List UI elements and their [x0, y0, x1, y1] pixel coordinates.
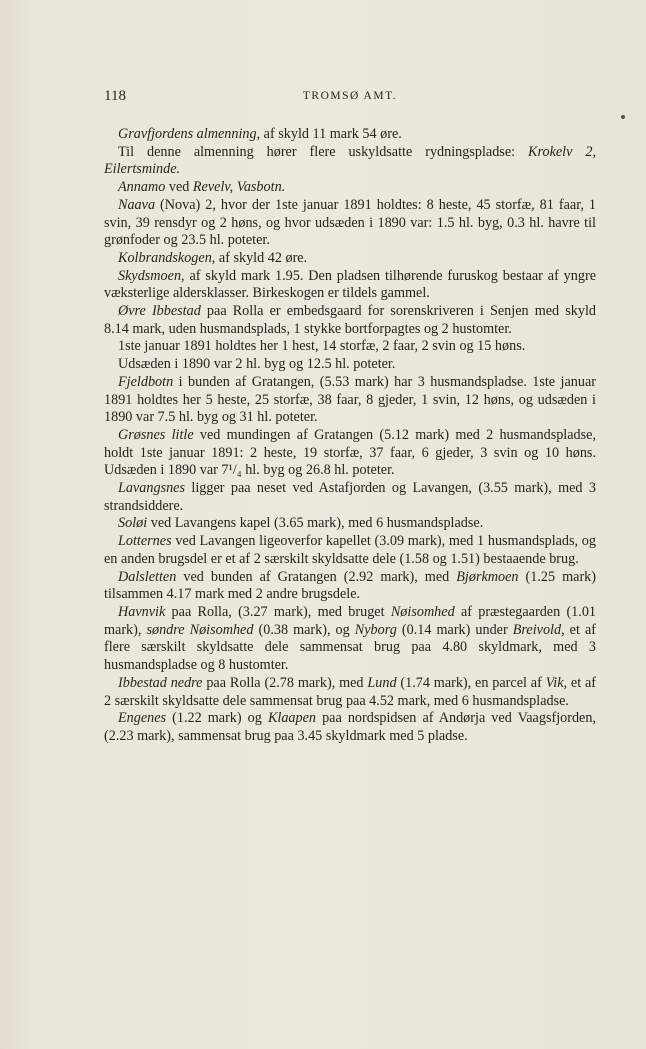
text-run: (0.14 mark) under	[396, 621, 513, 638]
italic-name: Fjeldbotn	[118, 373, 174, 390]
text-run: ved Lavangens kapel (3.65 mark), med 6 husmandspladse.	[147, 515, 484, 532]
italic-name: Bjørkmoen	[456, 568, 519, 585]
text-run: paa nordspidsen af Andørja ved Vaagsfjorden, (2.23 mark), sammensat brug paa 3.45 skyldmark med 5 pladse.	[104, 710, 596, 744]
italic-name: Revelv, Vasbotn.	[192, 179, 286, 196]
running-head: TROMSØ AMT.	[302, 90, 398, 102]
text-run: paa Rolla (2.78 mark), med	[202, 674, 368, 691]
italic-name: Annamo	[118, 179, 166, 196]
paragraph	[104, 144, 596, 179]
text-run: 1ste januar 1891 holdtes her 1 hest, 14 storfæ, 2 faar, 2 svin og 15 høns.	[118, 338, 526, 355]
text-run: Til denne almenning hører flere uskyldsatte rydningspladse:	[118, 143, 529, 160]
paper-spot	[621, 115, 625, 119]
paragraph	[104, 356, 596, 374]
text-run: ved bunden af Gratangen (2.92 mark), med	[176, 568, 457, 585]
paragraph	[104, 604, 596, 675]
italic-name: Soløi	[118, 515, 148, 532]
paragraph	[104, 338, 596, 356]
paragraph	[104, 569, 596, 604]
paragraph	[104, 427, 596, 480]
italic-name: Nyborg	[354, 621, 397, 638]
text-run: ved	[165, 179, 193, 196]
paragraph	[104, 533, 596, 568]
paragraph	[104, 710, 596, 745]
italic-name: Lund	[367, 674, 397, 691]
text-run: (0.38 mark), og	[253, 621, 355, 638]
italic-name: Øvre Ibbestad	[118, 303, 201, 320]
text-run: paa Rolla, (3.27 mark), med bruget	[165, 603, 391, 620]
text-run: , af skyld 42 øre.	[211, 249, 308, 266]
italic-name: Grøsnes litle	[118, 426, 194, 443]
italic-name: Kolbrandskogen	[118, 249, 212, 266]
italic-name: Lotternes	[118, 533, 172, 550]
text-run: (Nova) 2, hvor der 1ste januar 1891 holdtes: 8 heste, 45 storfæ, 81 faar, 1 svin, 39 rensdyr og 2 høns, og hvor udsæden i 1890 var: 1.5 hl. byg, 0.3 hl. havre til grønfoder og 23.5 hl. poteter.	[104, 196, 596, 249]
text-run: ligger paa neset ved Astafjorden og Lavangen, (3.55 mark), med 3 strandsiddere.	[104, 480, 596, 514]
text-run: af præstegaarden (1.01 mark),	[104, 603, 597, 638]
paragraph	[104, 374, 596, 427]
text-run: , af skyld 11 mark 54 øre.	[256, 126, 402, 142]
paragraph	[104, 515, 596, 533]
text-run: Udsæden i 1890 var 2 hl. byg og 12.5 hl. poteter.	[118, 356, 396, 373]
italic-name: Lavangsnes	[118, 480, 185, 497]
italic-name: Krokelv 2, Eilertsminde.	[104, 143, 596, 178]
paragraph	[104, 197, 596, 250]
paragraph	[104, 675, 596, 710]
italic-name: Engenes	[118, 710, 167, 727]
italic-name: søndre Nøisomhed	[146, 621, 254, 638]
page-header	[104, 88, 596, 110]
text-run: paa Rolla er embedsgaard for sorenskriveren i Senjen med skyld 8.14 mark, uden husmandsplads, 1 stykke bortforpagtes og 2 hustomter.	[104, 303, 596, 337]
text-run: (1.25 mark) tilsammen 4.17 mark med 2 andre brugsdele.	[104, 568, 596, 603]
paragraph	[104, 179, 596, 197]
text-run: (1.22 mark) og	[166, 710, 268, 727]
paragraph	[104, 126, 596, 144]
paragraph	[104, 303, 596, 338]
italic-name: Vik	[545, 674, 564, 691]
italic-name: Dalsletten	[118, 568, 177, 585]
italic-name: Naava	[118, 196, 156, 213]
italic-name: Nøisomhed	[390, 603, 455, 620]
paragraph	[104, 480, 596, 515]
text-run: , af skyld mark 1.95. Den pladsen tilhørende furuskog bestaar af yngre væksterlige aldersklasser. Birkeskogen er tildels gammel.	[104, 267, 596, 302]
body-text	[104, 126, 596, 746]
text-run: , et af 2 særskilt skyldsatte dele sammensat brug paa 4.52 mark, med 6 husmandspladse.	[104, 674, 597, 709]
text-run: (1.74 mark), en parcel af	[396, 674, 546, 691]
paragraph	[104, 268, 596, 303]
italic-name: Gravfjordens almenning	[118, 126, 257, 142]
italic-name: Breivold	[512, 621, 562, 638]
text-run: ved Lavangen ligeoverfor kapellet (3.09 mark), med 1 husmandsplads, og en anden brugsdel er et af 2 særskilt skyldsatte dele (1.58 og 1.51) bestaaende brug.	[104, 533, 596, 567]
italic-name: Skydsmoen	[118, 267, 182, 284]
page-number: 118	[104, 88, 126, 104]
italic-name: Ibbestad nedre	[118, 674, 203, 691]
text-run: i bunden af Gratangen, (5.53 mark) har 3 husmandspladse. 1ste januar 1891 holdtes her 5 heste, 25 storfæ, 38 faar, 8 gjeder, 1 svin, 12 høns, og udsæden i 1890 var 7.5 hl. byg og 31 hl. poteter.	[104, 373, 596, 426]
paragraph	[104, 250, 596, 268]
text-run: , et af flere særskilt skyldsatte dele sammensat brug paa 4.80 skyldmark, med 3 husmandspladse og 8 hustomter.	[104, 621, 596, 674]
italic-name: Klaapen	[267, 710, 317, 727]
italic-name: Havnvik	[118, 603, 166, 620]
text-run: ved mundingen af Gratangen (5.12 mark) med 2 husmandspladse, holdt 1ste januar 1891: 2 heste, 19 storfæ, 37 faar, 6 gjeder, 3 svin og 10 høns. Udsæden i 1890 var 7¹/₄ hl. byg og 26.8 hl. poteter.	[104, 426, 597, 479]
